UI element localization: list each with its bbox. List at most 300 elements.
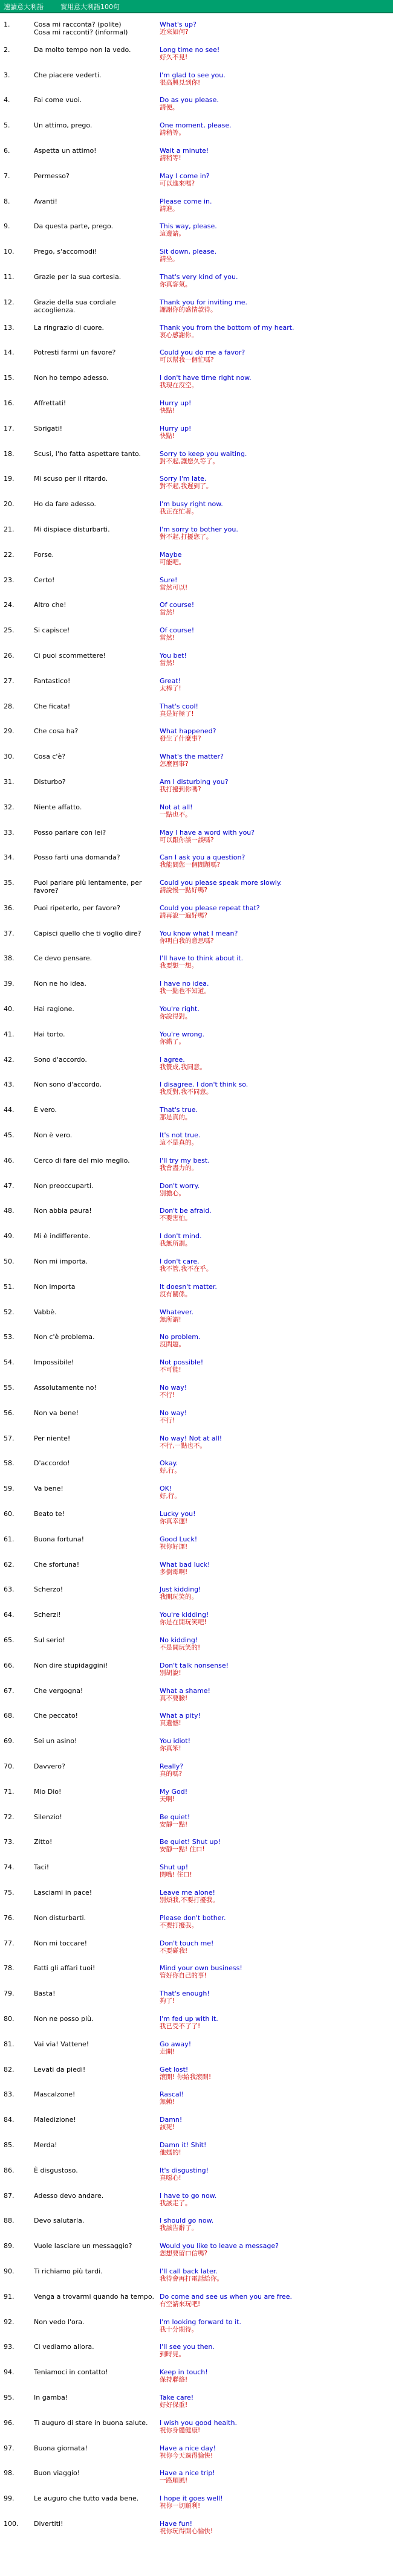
italian-text: Ce devo pensare. [34,954,93,963]
english-text: Maybe [160,550,182,559]
italian-text: Ho da fare adesso. [34,500,96,509]
chinese-text: 請坐。 [160,255,179,263]
english-text: I'll try my best. [160,1156,210,1164]
italian-text: Non mi toccare! [34,1939,88,1947]
phrase-row [0,1710,393,1736]
phrase-number: 46. [4,1156,15,1164]
chinese-text: 別胡說! [160,1669,181,1677]
chinese-text: 我要想一想。 [160,962,198,970]
italian-text: Mi è indifferente. [34,1232,91,1241]
chinese-text: 到時見。 [160,2351,185,2359]
header-bar [0,0,393,12]
phrase-number: 89. [4,2242,15,2250]
chinese-text: 請便。 [160,104,179,112]
english-text: Not at all! [160,803,193,811]
english-text: Of course! [160,626,195,635]
phrase-row [0,1408,393,1433]
phrase-row [0,1660,393,1686]
phrase-row [0,1458,393,1483]
chinese-text: 別擔心。 [160,1189,185,1197]
phrase-list [0,19,393,2544]
chinese-text: 好久不見! [160,53,188,61]
phrase-row [0,852,393,878]
chinese-text: 你錯了。 [160,1038,185,1045]
chinese-text: 真遺憾! [160,1720,181,1727]
phrase-row [0,1635,393,1660]
italian-text: Basta! [34,1990,56,1998]
italian-text: Devo salutarla. [34,2217,85,2225]
phrase-number: 50. [4,1257,15,1266]
phrase-number: 44. [4,1106,15,1114]
english-text: I don't mind. [160,1232,202,1241]
phrase-row [0,2292,393,2317]
italian-text: Non ne posso più. [34,2014,94,2023]
phrase-row [0,1610,393,1635]
chinese-text: 好,行。 [160,1492,181,1500]
phrase-row [0,2367,393,2392]
phrase-number: 62. [4,1560,15,1569]
phrase-row [0,2014,393,2039]
english-text: Please come in. [160,197,212,205]
english-text: Leave me alone! [160,1888,215,1897]
phrase-row [0,550,393,575]
phrase-number: 67. [4,1686,15,1695]
chinese-text: 請稍等。 [160,129,185,137]
english-text: Mind your own business! [160,1964,242,1973]
phrase-number: 41. [4,1030,15,1038]
phrase-number: 25. [4,626,15,635]
english-text: Sit down, please. [160,248,217,256]
phrase-number: 57. [4,1434,15,1442]
phrase-row [0,1004,393,1029]
phrase-number: 1. [4,21,10,28]
english-text: Thank you from the bottom of my heart. [160,323,294,332]
phrase-row [0,2519,393,2544]
italian-text: Mio Dio! [34,1787,62,1796]
phrase-number: 27. [4,676,15,685]
english-text: Have a nice day! [160,2444,216,2452]
phrase-number: 97. [4,2444,15,2452]
chinese-text: 我會盡力的。 [160,1164,198,1172]
phrase-row [0,1206,393,1231]
phrase-number: 30. [4,753,15,761]
phrase-number: 2. [4,45,10,54]
phrase-number: 66. [4,1661,15,1669]
italian-text: Ti auguro di stare in buona salute. [34,2418,148,2427]
phrase-number: 48. [4,1207,15,1215]
english-text: I should go now. [160,2217,214,2225]
phrase-row [0,2089,393,2115]
english-text: Really? [160,1762,184,1770]
phrase-number: 28. [4,702,15,710]
english-text: Don't be afraid. [160,1207,212,1215]
phrase-row [0,1155,393,1181]
phrase-number: 26. [4,651,15,660]
italian-text: La ringrazio di cuore. [34,323,105,332]
phrase-row [0,1079,393,1105]
phrase-number: 53. [4,1333,15,1341]
english-text: Lucky you! [160,1510,196,1518]
phrase-number: 84. [4,2116,15,2124]
italian-text: Disturbo? [34,777,66,786]
english-text: I wish you good health. [160,2418,237,2427]
chinese-text: 不行,一點也不。 [160,1442,206,1450]
chinese-text: 祝你今天過得愉快! [160,2452,213,2459]
italian-text: Fantastico! [34,676,71,685]
english-text: I don't care. [160,1257,200,1266]
italian-text: Non va bene! [34,1408,79,1417]
chinese-text: 快點! [160,406,175,414]
phrase-number: 72. [4,1813,15,1821]
chinese-text: 祝你身體健康! [160,2426,201,2434]
phrase-number: 61. [4,1535,15,1543]
italian-text: Non importa [34,1282,76,1291]
english-text: I'll see you then. [160,2343,215,2351]
english-text: Please don't bother. [160,1913,226,1922]
phrase-number: 15. [4,374,15,382]
chinese-text: 真不要臉! [160,1694,188,1702]
italian-text: Sono d'accordo. [34,1055,87,1064]
chinese-text: 安靜一點! 住口! [160,1846,205,1854]
phrase-row [0,1938,393,1964]
phrase-number: 29. [4,727,15,736]
phrase-row [0,978,393,1004]
italian-text: Maledizione! [34,2116,76,2124]
italian-text: Capisci quello che ti voglio dire? [34,929,141,937]
italian-text: Per niente! [34,1434,71,1442]
english-text: Sorry I'm late. [160,475,207,483]
italian-text: Cosa mi racconta? (polite) Cosa mi racconti? (informal) [34,21,128,36]
english-text: You're wrong. [160,1030,204,1038]
italian-text: Posso farti una domanda? [34,853,120,862]
phrase-row [0,373,393,398]
chinese-text: 謝謝你的盛情款待。 [160,306,217,313]
phrase-row [0,650,393,676]
english-text: Would you like to leave a message? [160,2242,279,2250]
italian-text: Un attimo, prego. [34,121,93,130]
phrase-number: 5. [4,121,10,130]
italian-text: Ci puoi scommettere! [34,651,106,660]
phrase-number: 60. [4,1510,15,1518]
phrase-row [0,19,393,45]
italian-text: Che vergogna! [34,1686,83,1695]
phrase-number: 4. [4,96,10,104]
phrase-row [0,347,393,373]
chinese-text: 祝你好運! [160,1543,188,1550]
phrase-row [0,1029,393,1055]
english-text: I don't have time right now. [160,374,252,382]
phrase-number: 20. [4,500,15,509]
italian-text: Non vedo l'ora. [34,2317,85,2326]
phrase-row [0,1559,393,1585]
phrase-row [0,221,393,246]
phrase-row [0,246,393,272]
italian-text: Ti richiamo più tardi. [34,2267,103,2275]
english-text: OK! [160,1485,172,1493]
english-text: It's disgusting! [160,2166,209,2174]
italian-text: Scherzo! [34,1585,63,1594]
chinese-text: 衷心感謝你。 [160,331,198,339]
italian-text: Da molto tempo non la vedo. [34,45,131,54]
phrase-number: 85. [4,2141,15,2149]
english-text: Have fun! [160,2519,193,2528]
italian-text: Beato te! [34,1510,65,1518]
phrase-number: 91. [4,2292,15,2301]
english-text: I agree. [160,1055,185,1064]
phrase-row [0,802,393,827]
chinese-text: 你真幸運! [160,1518,188,1526]
chinese-text: 有空請來玩吧! [160,2300,201,2308]
italian-text: Vuole lasciare un messaggio? [34,2242,132,2250]
chinese-text: 該死! [160,2124,175,2131]
italian-text: Scherzi! [34,1611,61,1619]
chinese-text: 真噁心! [160,2174,181,2182]
chinese-text: 太棒了! [160,684,181,692]
phrase-number: 43. [4,1081,15,1089]
chinese-text: 怎麼回事? [160,760,189,768]
phrase-number: 69. [4,1737,15,1746]
phrase-number: 22. [4,550,15,559]
italian-text: Buona giornata! [34,2444,88,2452]
phrase-number: 64. [4,1611,15,1619]
english-text: What a pity! [160,1712,201,1720]
italian-text: Hai torto. [34,1030,65,1038]
italian-text: Da questa parte, prego. [34,222,114,231]
english-text: Be quiet! [160,1813,190,1821]
phrase-number: 87. [4,2191,15,2200]
phrase-row [0,272,393,297]
english-text: Whatever. [160,1308,193,1316]
chinese-text: 無賴! [160,2098,175,2106]
chinese-text: 我已受不了了! [160,2022,201,2030]
phrase-row [0,2317,393,2342]
english-text: Do come and see us when you are free. [160,2292,292,2301]
phrase-row [0,2165,393,2191]
phrase-number: 63. [4,1585,15,1594]
english-text: No problem. [160,1333,201,1341]
phrase-number: 78. [4,1964,15,1973]
italian-text: È disgustoso. [34,2166,78,2174]
phrase-number: 82. [4,2065,15,2073]
english-text: It doesn't matter. [160,1282,217,1291]
chinese-text: 可以進來嗎? [160,179,195,187]
chinese-text: 閉嘴! 住口! [160,1871,192,1879]
chinese-text: 發生了什麼事? [160,735,201,743]
italian-text: Merda! [34,2141,57,2149]
phrase-row [0,1105,393,1130]
italian-text: Assolutamente no! [34,1384,97,1392]
chinese-text: 您想要留口信嗎? [160,2250,208,2258]
chinese-text: 近來如何? [160,28,189,36]
italian-text: Altro che! [34,601,67,609]
chinese-text: 你真客氣。 [160,280,192,288]
phrase-row [0,1282,393,1307]
header-divider [0,12,393,13]
phrase-row [0,676,393,701]
chinese-text: 當然可以! [160,583,188,591]
english-text: Could you please repeat that? [160,904,260,912]
english-text: Damn it! Shit! [160,2141,207,2149]
chinese-text: 天啊! [160,1795,175,1803]
chinese-text: 當然! [160,659,175,667]
phrase-number: 9. [4,222,10,231]
phrase-number: 11. [4,272,15,281]
phrase-row [0,1231,393,1256]
phrase-number: 59. [4,1485,15,1493]
phrase-number: 92. [4,2317,15,2326]
italian-text: Fatti gli affari tuoi! [34,1964,96,1973]
phrase-number: 12. [4,298,15,306]
chinese-text: 我不管,我不在乎。 [160,1265,213,1273]
phrase-row [0,2215,393,2241]
phrase-row [0,1130,393,1155]
italian-text: Sbrigati! [34,424,63,432]
italian-text: Che cosa ha? [34,727,79,736]
chinese-text: 快點! [160,432,175,440]
english-text: Of course! [160,601,195,609]
english-text: You know what I mean? [160,929,238,937]
phrase-row [0,1913,393,1938]
phrase-row [0,1483,393,1509]
chinese-text: 沒有關係。 [160,1290,192,1298]
italian-text: Non abbia paura! [34,1207,92,1215]
english-text: Good Luck! [160,1535,198,1543]
italian-text: D'accordo! [34,1459,70,1468]
italian-text: Non disturbarti. [34,1913,86,1922]
phrase-row [0,1509,393,1534]
phrase-row [0,1332,393,1357]
italian-text: Non c'è problema. [34,1333,95,1341]
phrase-row [0,2468,393,2493]
chinese-text: 你明白我的意思嗎? [160,937,214,945]
phrase-number: 23. [4,576,15,584]
phrase-row [0,196,393,222]
phrase-row [0,1837,393,1862]
english-text: Rascal! [160,2090,184,2099]
phrase-row [0,1887,393,1913]
phrase-number: 80. [4,2014,15,2023]
english-text: Could you do me a favor? [160,348,245,357]
phrase-number: 40. [4,1005,15,1013]
phrase-number: 99. [4,2494,15,2503]
italian-text: Vai via! Vattene! [34,2040,89,2048]
phrase-number: 3. [4,71,10,79]
italian-text: Che sfortuna! [34,1560,80,1569]
phrase-number: 36. [4,904,15,912]
phrase-row [0,70,393,95]
phrase-row [0,1181,393,1206]
english-text: Wait a minute! [160,146,209,155]
italian-text: Posso parlare con lei? [34,828,106,837]
phrase-number: 79. [4,1990,15,1998]
phrase-number: 7. [4,172,10,180]
chinese-text: 真是好極了! [160,710,194,718]
italian-text: Zitto! [34,1838,53,1846]
chinese-text: 對不起,我遲到了。 [160,483,213,490]
chinese-text: 滾開! 你給我滾開! [160,2073,212,2081]
italian-text: Non è vero. [34,1131,73,1140]
italian-text: Mascalzone! [34,2090,76,2099]
italian-text: Niente affatto. [34,803,82,811]
phrase-row [0,2241,393,2266]
phrase-number: 8. [4,197,10,205]
italian-text: Puoi ripeterlo, per favore? [34,904,120,912]
english-text: That's very kind of you. [160,272,238,281]
english-text: You're kidding! [160,1611,209,1619]
phrase-number: 58. [4,1459,15,1468]
phrase-row [0,95,393,120]
chinese-text: 多倒霉啊! [160,1568,188,1576]
phrase-row [0,600,393,625]
italian-text: Cerco di fare del mio meglio. [34,1156,130,1164]
phrase-number: 93. [4,2343,15,2351]
chinese-text: 我該告辭了。 [160,2224,198,2232]
chinese-text: 不要打擾我。 [160,1921,198,1929]
italian-text: Davvero? [34,1762,65,1770]
phrase-number: 49. [4,1232,15,1241]
italian-text: Non mi importa. [34,1257,88,1266]
phrase-number: 6. [4,146,10,155]
english-text: Shut up! [160,1863,189,1872]
chinese-text: 管好你自己的事! [160,1972,207,1980]
english-text: Great! [160,676,181,685]
english-text: Don't touch me! [160,1939,214,1947]
chinese-text: 我贊成,我同意。 [160,1063,206,1071]
phrase-number: 47. [4,1181,15,1190]
chinese-text: 你說得對。 [160,1013,192,1021]
english-text: Don't talk nonsense! [160,1661,229,1669]
english-text: Okay. [160,1459,178,1468]
english-text: No way! Not at all! [160,1434,222,1442]
italian-text: Venga a trovarmi quando ha tempo. [34,2292,154,2301]
chinese-text: 當然! [160,634,175,642]
italian-text: Non ho tempo adesso. [34,374,109,382]
english-text: What's up? [160,21,197,28]
phrase-row [0,701,393,727]
chinese-text: 可以幫我一個忙嗎? [160,356,214,364]
phrase-number: 13. [4,323,15,332]
english-text: Hurry up! [160,399,192,407]
phrase-number: 71. [4,1787,15,1796]
phrase-row [0,1686,393,1711]
chinese-text: 我十分期待。 [160,2325,198,2333]
italian-text: Che peccato! [34,1712,78,1720]
english-text: What happened? [160,727,216,736]
english-text: Sorry to keep you waiting. [160,449,247,458]
phrase-row [0,297,393,323]
english-text: Not possible! [160,1358,204,1367]
phrase-row [0,1787,393,1812]
phrase-number: 16. [4,399,15,407]
phrase-number: 70. [4,1762,15,1770]
phrase-row [0,827,393,853]
phrase-row [0,474,393,499]
english-text: That's true. [160,1106,198,1114]
english-text: I disagree. I don't think so. [160,1081,248,1089]
phrase-row [0,1963,393,1988]
chinese-text: 對不起,讓您久等了。 [160,457,219,465]
chinese-text: 可以跟你談一談嗎? [160,836,214,844]
chinese-text: 我該走了。 [160,2199,192,2207]
english-text: Be quiet! Shut up! [160,1838,221,1846]
english-text: No kidding! [160,1636,198,1644]
phrase-number: 10. [4,248,15,256]
phrase-row [0,1433,393,1459]
phrase-row [0,903,393,928]
chinese-text: 真的嗎? [160,1770,183,1778]
phrase-number: 68. [4,1712,15,1720]
chinese-text: 一點也不。 [160,811,192,818]
